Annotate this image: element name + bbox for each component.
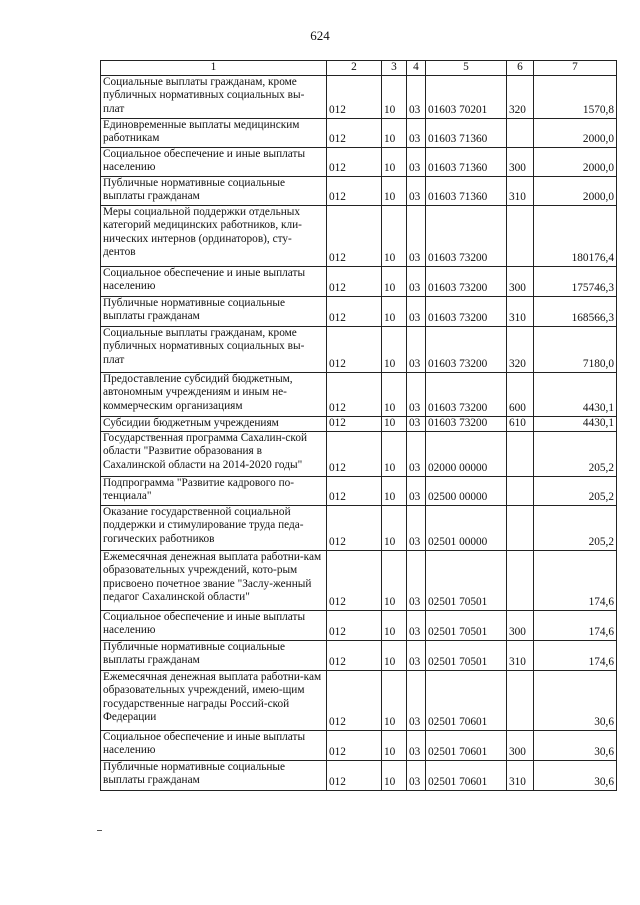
cell-expense-type-code: 300 bbox=[507, 147, 534, 176]
cell-expense-type-code bbox=[507, 476, 534, 505]
cell-ministry-code: 012 bbox=[327, 476, 382, 505]
cell-expense-type-code bbox=[507, 118, 534, 147]
cell-amount: 2000,0 bbox=[534, 118, 617, 147]
cell-target-article-code: 02501 70601 bbox=[426, 760, 507, 790]
cell-ministry-code: 012 bbox=[327, 670, 382, 730]
cell-section-code: 10 bbox=[382, 670, 407, 730]
cell-expense-type-code bbox=[507, 431, 534, 476]
table-row bbox=[101, 326, 617, 372]
cell-amount: 4430,1 bbox=[534, 372, 617, 416]
row-name-cell: Социальные выплаты гражданам, кроме публичных нормативных социальных вы-плат bbox=[101, 75, 327, 118]
cell-expense-type-code: 310 bbox=[507, 176, 534, 205]
row-name-cell: Оказание государственной социальной поддержки и стимулирование труда педа-гогических работников bbox=[101, 505, 327, 550]
cell-ministry-code: 012 bbox=[327, 610, 382, 640]
row-name-cell: Социальное обеспечение и иные выплаты населению bbox=[101, 147, 327, 176]
cell-amount: 174,6 bbox=[534, 550, 617, 610]
cell-target-article-code: 01603 71360 bbox=[426, 147, 507, 176]
cell-expense-type-code: 320 bbox=[507, 326, 534, 372]
cell-amount: 7180,0 bbox=[534, 326, 617, 372]
cell-target-article-code: 01603 73200 bbox=[426, 266, 507, 296]
cell-ministry-code: 012 bbox=[327, 75, 382, 118]
cell-section-code: 10 bbox=[382, 476, 407, 505]
cell-subsection-code: 03 bbox=[407, 610, 426, 640]
table-row bbox=[101, 476, 617, 505]
row-name-cell: Публичные нормативные социальные выплаты гражданам bbox=[101, 296, 327, 326]
row-name-cell: Ежемесячная денежная выплата работни-кам образовательных учреждений, имею-щим государственные награды Россий-ской Федерации bbox=[101, 670, 327, 730]
cell-amount: 2000,0 bbox=[534, 147, 617, 176]
cell-target-article-code: 01603 73200 bbox=[426, 416, 507, 431]
cell-subsection-code: 03 bbox=[407, 176, 426, 205]
cell-section-code: 10 bbox=[382, 75, 407, 118]
cell-target-article-code: 01603 73200 bbox=[426, 326, 507, 372]
cell-subsection-code: 03 bbox=[407, 296, 426, 326]
cell-subsection-code: 03 bbox=[407, 372, 426, 416]
cell-ministry-code: 012 bbox=[327, 372, 382, 416]
cell-expense-type-code: 300 bbox=[507, 730, 534, 760]
cell-ministry-code: 012 bbox=[327, 431, 382, 476]
cell-subsection-code: 03 bbox=[407, 505, 426, 550]
row-name-cell: Единовременные выплаты медицинским работникам bbox=[101, 118, 327, 147]
table-row bbox=[101, 431, 617, 476]
row-name-cell: Субсидии бюджетным учреждениям bbox=[101, 416, 327, 431]
cell-target-article-code: 01603 71360 bbox=[426, 176, 507, 205]
cell-expense-type-code: 310 bbox=[507, 640, 534, 670]
cell-expense-type-code bbox=[507, 505, 534, 550]
table-row bbox=[101, 372, 617, 416]
table-row bbox=[101, 505, 617, 550]
table-row bbox=[101, 760, 617, 790]
cell-ministry-code: 012 bbox=[327, 730, 382, 760]
cell-target-article-code: 02501 70501 bbox=[426, 610, 507, 640]
cell-amount: 4430,1 bbox=[534, 416, 617, 431]
table-row bbox=[101, 75, 617, 118]
cell-subsection-code: 03 bbox=[407, 326, 426, 372]
cell-ministry-code: 012 bbox=[327, 296, 382, 326]
cell-section-code: 10 bbox=[382, 640, 407, 670]
row-name-cell: Социальные выплаты гражданам, кроме публичных нормативных социальных вы-плат bbox=[101, 326, 327, 372]
cell-amount: 1570,8 bbox=[534, 75, 617, 118]
cell-subsection-code: 03 bbox=[407, 147, 426, 176]
cell-amount: 174,6 bbox=[534, 610, 617, 640]
cell-section-code: 10 bbox=[382, 147, 407, 176]
row-name-cell: Ежемесячная денежная выплата работни-кам образовательных учреждений, кото-рым присвоено почетное звание "Заслу-женный педагог Сахалинской области" bbox=[101, 550, 327, 610]
cell-expense-type-code: 600 bbox=[507, 372, 534, 416]
cell-subsection-code: 03 bbox=[407, 640, 426, 670]
table-row bbox=[101, 416, 617, 431]
cell-amount: 175746,3 bbox=[534, 266, 617, 296]
table-row bbox=[101, 205, 617, 266]
cell-subsection-code: 03 bbox=[407, 416, 426, 431]
table-row bbox=[101, 118, 617, 147]
cell-ministry-code: 012 bbox=[327, 266, 382, 296]
cell-subsection-code: 03 bbox=[407, 760, 426, 790]
row-name-cell: Публичные нормативные социальные выплаты гражданам bbox=[101, 760, 327, 790]
cell-expense-type-code: 300 bbox=[507, 266, 534, 296]
cell-subsection-code: 03 bbox=[407, 75, 426, 118]
cell-subsection-code: 03 bbox=[407, 550, 426, 610]
cell-section-code: 10 bbox=[382, 550, 407, 610]
cell-section-code: 10 bbox=[382, 416, 407, 431]
cell-amount: 2000,0 bbox=[534, 176, 617, 205]
cell-subsection-code: 03 bbox=[407, 266, 426, 296]
cell-section-code: 10 bbox=[382, 296, 407, 326]
cell-target-article-code: 01603 70201 bbox=[426, 75, 507, 118]
cell-subsection-code: 03 bbox=[407, 670, 426, 730]
table-row bbox=[101, 266, 617, 296]
cell-target-article-code: 02501 00000 bbox=[426, 505, 507, 550]
row-name-cell: Подпрограмма "Развитие кадрового по-тенциала" bbox=[101, 476, 327, 505]
cell-target-article-code: 02500 00000 bbox=[426, 476, 507, 505]
column-header: 5 bbox=[426, 61, 507, 76]
cell-ministry-code: 012 bbox=[327, 416, 382, 431]
column-header: 3 bbox=[382, 61, 407, 76]
table-row bbox=[101, 147, 617, 176]
row-name-cell: Социальное обеспечение и иные выплаты населению bbox=[101, 730, 327, 760]
cell-target-article-code: 01603 73200 bbox=[426, 296, 507, 326]
table-row bbox=[101, 610, 617, 640]
cell-section-code: 10 bbox=[382, 176, 407, 205]
row-name-cell: Социальное обеспечение и иные выплаты населению bbox=[101, 266, 327, 296]
cell-ministry-code: 012 bbox=[327, 640, 382, 670]
cell-target-article-code: 01603 71360 bbox=[426, 118, 507, 147]
row-name-cell: Предоставление субсидий бюджетным, автономным учреждениям и иным не-коммерческим организациям bbox=[101, 372, 327, 416]
column-header: 1 bbox=[101, 61, 327, 76]
cell-target-article-code: 01603 73200 bbox=[426, 372, 507, 416]
row-name-cell: Публичные нормативные социальные выплаты гражданам bbox=[101, 640, 327, 670]
cell-expense-type-code: 320 bbox=[507, 75, 534, 118]
table-row bbox=[101, 670, 617, 730]
cell-target-article-code: 02501 70601 bbox=[426, 730, 507, 760]
cell-target-article-code: 02501 70501 bbox=[426, 550, 507, 610]
column-header: 2 bbox=[327, 61, 382, 76]
column-header: 6 bbox=[507, 61, 534, 76]
page-number: 624 bbox=[310, 28, 330, 43]
cell-expense-type-code: 310 bbox=[507, 760, 534, 790]
cell-amount: 205,2 bbox=[534, 431, 617, 476]
cell-subsection-code: 03 bbox=[407, 476, 426, 505]
cell-section-code: 10 bbox=[382, 730, 407, 760]
cell-expense-type-code bbox=[507, 670, 534, 730]
row-name-cell: Меры социальной поддержки отдельных категорий медицинских работников, кли-нических интернов (ординаторов), сту-дентов bbox=[101, 205, 327, 266]
cell-amount: 30,6 bbox=[534, 760, 617, 790]
cell-target-article-code: 02501 70501 bbox=[426, 640, 507, 670]
column-header: 7 bbox=[534, 61, 617, 76]
cell-section-code: 10 bbox=[382, 326, 407, 372]
cell-expense-type-code: 610 bbox=[507, 416, 534, 431]
table-header-row bbox=[101, 61, 617, 76]
cell-amount: 180176,4 bbox=[534, 205, 617, 266]
cell-ministry-code: 012 bbox=[327, 760, 382, 790]
cell-ministry-code: 012 bbox=[327, 326, 382, 372]
cell-amount: 30,6 bbox=[534, 670, 617, 730]
cell-ministry-code: 012 bbox=[327, 147, 382, 176]
cell-ministry-code: 012 bbox=[327, 118, 382, 147]
cell-ministry-code: 012 bbox=[327, 205, 382, 266]
table-row bbox=[101, 296, 617, 326]
cell-subsection-code: 03 bbox=[407, 205, 426, 266]
cell-expense-type-code: 310 bbox=[507, 296, 534, 326]
cell-ministry-code: 012 bbox=[327, 176, 382, 205]
cell-subsection-code: 03 bbox=[407, 431, 426, 476]
cell-ministry-code: 012 bbox=[327, 550, 382, 610]
cell-section-code: 10 bbox=[382, 372, 407, 416]
row-name-cell: Государственная программа Сахалин-ской области "Развитие образования в Сахалинской области на 2014-2020 годы" bbox=[101, 431, 327, 476]
row-name-cell: Публичные нормативные социальные выплаты гражданам bbox=[101, 176, 327, 205]
cell-section-code: 10 bbox=[382, 610, 407, 640]
cell-amount: 168566,3 bbox=[534, 296, 617, 326]
table-row bbox=[101, 640, 617, 670]
cell-expense-type-code: 300 bbox=[507, 610, 534, 640]
table-row bbox=[101, 550, 617, 610]
cell-amount: 205,2 bbox=[534, 476, 617, 505]
cell-section-code: 10 bbox=[382, 205, 407, 266]
cell-expense-type-code bbox=[507, 205, 534, 266]
cell-amount: 205,2 bbox=[534, 505, 617, 550]
cell-expense-type-code bbox=[507, 550, 534, 610]
cell-section-code: 10 bbox=[382, 431, 407, 476]
cell-target-article-code: 02501 70601 bbox=[426, 670, 507, 730]
cell-section-code: 10 bbox=[382, 118, 407, 147]
cell-section-code: 10 bbox=[382, 266, 407, 296]
cell-target-article-code: 01603 73200 bbox=[426, 205, 507, 266]
cell-amount: 30,6 bbox=[534, 730, 617, 760]
cell-subsection-code: 03 bbox=[407, 730, 426, 760]
cell-section-code: 10 bbox=[382, 760, 407, 790]
cell-subsection-code: 03 bbox=[407, 118, 426, 147]
cell-target-article-code: 02000 00000 bbox=[426, 431, 507, 476]
footer-dash bbox=[97, 830, 102, 831]
cell-section-code: 10 bbox=[382, 505, 407, 550]
table-row bbox=[101, 176, 617, 205]
column-header: 4 bbox=[407, 61, 426, 76]
cell-amount: 174,6 bbox=[534, 640, 617, 670]
cell-ministry-code: 012 bbox=[327, 505, 382, 550]
table-row bbox=[101, 730, 617, 760]
budget-table bbox=[100, 60, 617, 791]
row-name-cell: Социальное обеспечение и иные выплаты населению bbox=[101, 610, 327, 640]
